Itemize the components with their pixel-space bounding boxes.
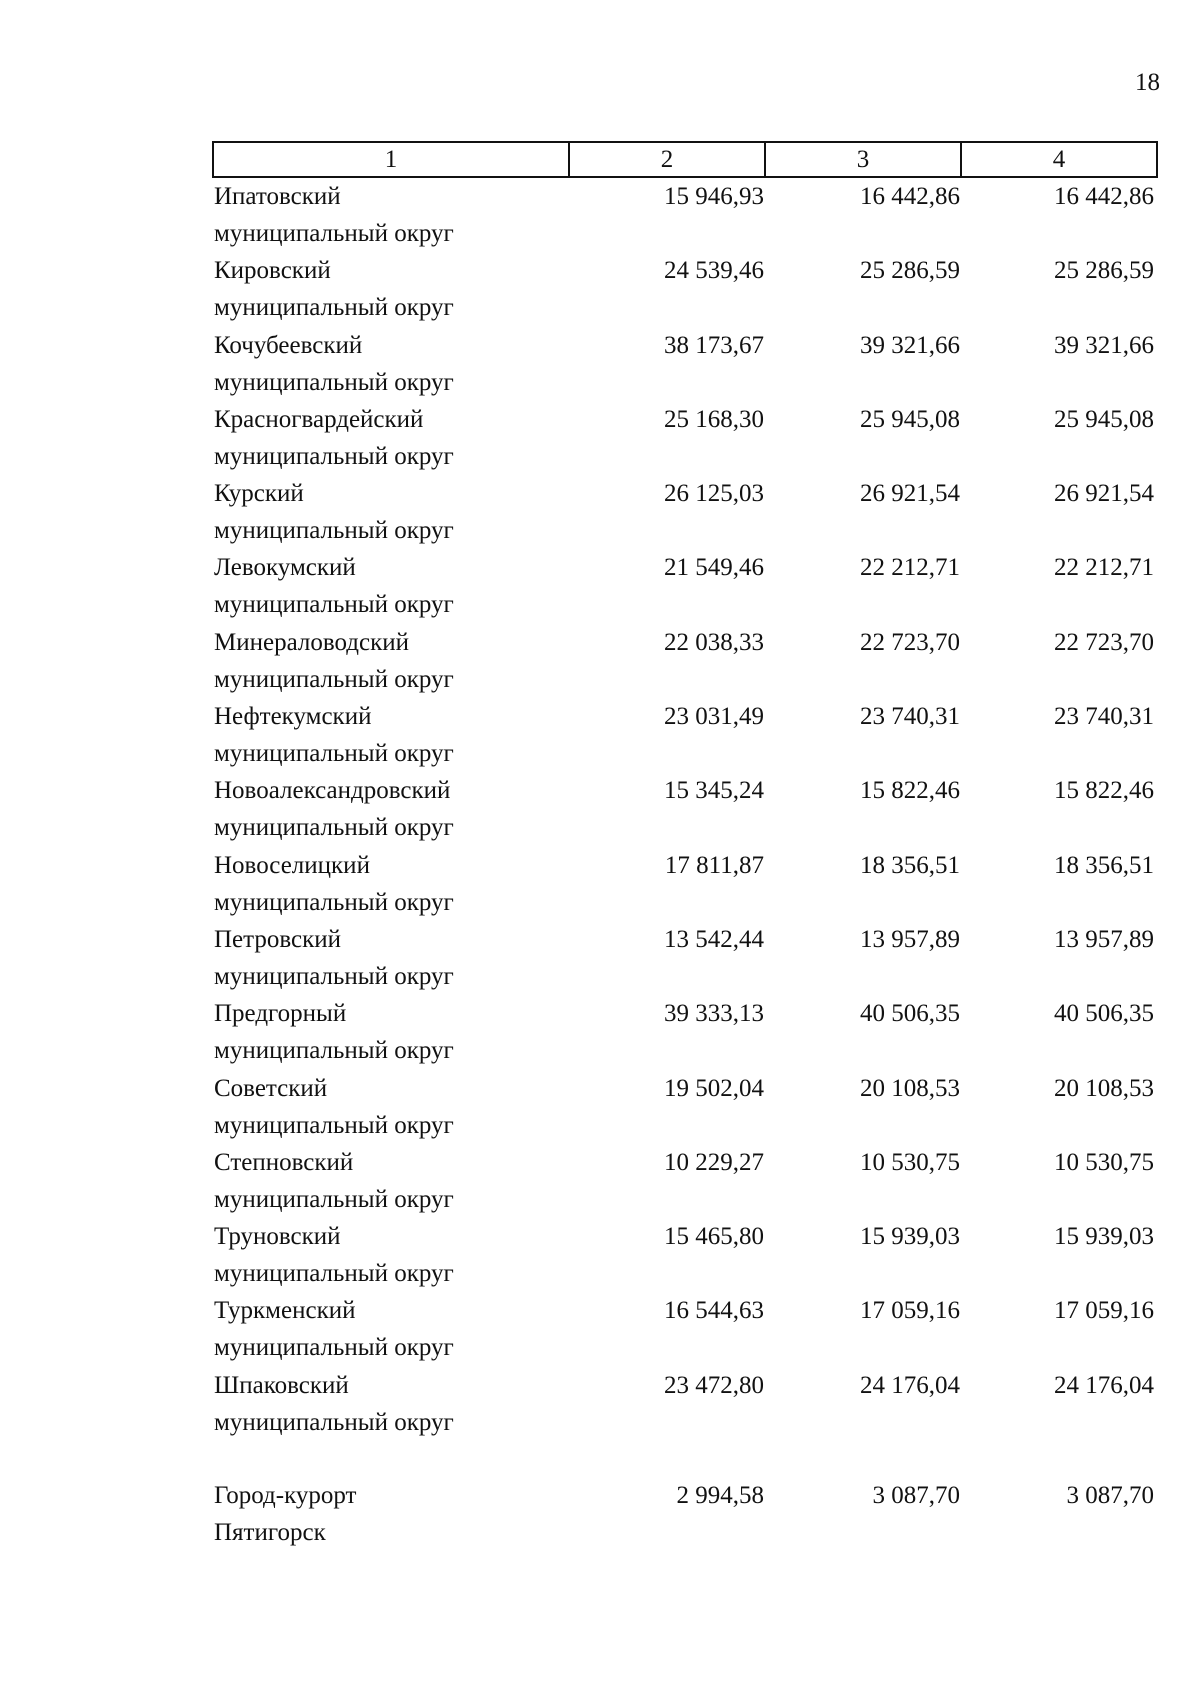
table-row	[212, 252, 1156, 326]
district-name	[214, 1477, 574, 1551]
district-name-line2: муниципальный округ	[214, 442, 454, 470]
district-name-line1: Новоалександровский	[214, 777, 451, 805]
value-col3: 20 108,53	[860, 1074, 960, 1102]
value-col4: 22 723,70	[1054, 628, 1154, 656]
value-col4: 22 212,71	[1054, 554, 1154, 582]
district-name	[214, 178, 574, 252]
district-name-line2: муниципальный округ	[214, 1334, 454, 1362]
district-name-line1: Ипатовский	[214, 183, 341, 210]
table-row	[212, 1292, 1156, 1366]
table-row	[212, 847, 1156, 921]
district-name	[214, 1218, 574, 1292]
district-name	[214, 327, 574, 401]
value-col4: 10 530,75	[1054, 1148, 1154, 1176]
district-name	[214, 1144, 574, 1218]
district-name-line2: муниципальный округ	[214, 1185, 454, 1213]
district-name-line2: муниципальный округ	[214, 962, 454, 990]
value-col2: 23 472,80	[664, 1371, 764, 1399]
value-col2: 21 549,46	[664, 554, 764, 582]
value-col4: 15 822,46	[1054, 777, 1154, 805]
district-name-line2: муниципальный округ	[214, 368, 454, 396]
district-name-line1: Труновский	[214, 1223, 341, 1251]
district-name-line1: Красногвардейский	[214, 405, 424, 433]
value-col3: 25 286,59	[860, 257, 960, 285]
value-col3: 17 059,16	[860, 1297, 960, 1325]
district-name-line1: Нефтекумский	[214, 703, 372, 731]
value-col2: 22 038,33	[664, 628, 764, 656]
value-col3: 40 506,35	[860, 1000, 960, 1028]
district-name-line1: Кочубеевский	[214, 331, 363, 359]
value-col2: 10 229,27	[664, 1148, 764, 1176]
district-name-line2: муниципальный округ	[214, 665, 454, 693]
table-row	[212, 1144, 1156, 1218]
district-name	[214, 772, 574, 846]
district-name-line2: муниципальный округ	[214, 220, 454, 247]
table-header	[212, 141, 1158, 178]
table-row	[212, 549, 1156, 623]
table-row	[212, 1070, 1156, 1144]
header-cell-3: 3	[765, 142, 961, 177]
value-col4: 26 921,54	[1054, 480, 1154, 508]
value-col4: 40 506,35	[1054, 1000, 1154, 1028]
value-col3: 26 921,54	[860, 480, 960, 508]
header-cell-1: 1	[213, 142, 569, 177]
district-name-line2: муниципальный округ	[214, 814, 454, 842]
table-row	[212, 624, 1156, 698]
value-col3: 22 723,70	[860, 628, 960, 656]
district-name	[214, 995, 574, 1069]
value-col2: 23 031,49	[664, 703, 764, 731]
district-name-line2: муниципальный округ	[214, 740, 454, 768]
district-name	[214, 1070, 574, 1144]
district-name-line1: Туркменский	[214, 1297, 356, 1325]
value-col2: 38 173,67	[664, 331, 764, 359]
district-name-line2: муниципальный округ	[214, 1111, 454, 1139]
district-name-line1: Петровский	[214, 925, 342, 953]
district-name	[214, 847, 574, 921]
table-row	[212, 698, 1156, 772]
value-col2: 39 333,13	[664, 1000, 764, 1028]
district-name	[214, 475, 574, 549]
district-name-line1: Минераловодский	[214, 628, 410, 656]
value-col3: 10 530,75	[860, 1148, 960, 1176]
value-col2: 16 544,63	[664, 1297, 764, 1325]
district-name-line1: Советский	[214, 1074, 328, 1102]
table-row	[212, 772, 1156, 846]
value-col3: 23 740,31	[860, 703, 960, 731]
value-col3: 13 957,89	[860, 925, 960, 953]
value-col3: 16 442,86	[860, 183, 960, 210]
header-cell-2: 2	[569, 142, 765, 177]
value-col4: 13 957,89	[1054, 925, 1154, 953]
table-row	[212, 1218, 1156, 1292]
value-col4: 18 356,51	[1054, 851, 1154, 879]
header-row	[213, 142, 1157, 177]
district-name	[214, 1292, 574, 1366]
district-name-line1: Кировский	[214, 257, 331, 285]
district-name-line1: Город-курорт	[214, 1482, 357, 1510]
district-name	[214, 549, 574, 623]
value-col4: 24 176,04	[1054, 1371, 1154, 1399]
value-col4: 17 059,16	[1054, 1297, 1154, 1325]
value-col4: 16 442,86	[1054, 183, 1154, 210]
value-col2: 19 502,04	[664, 1074, 764, 1102]
table-row	[212, 921, 1156, 995]
table-row	[212, 1477, 1156, 1551]
district-name-line2: муниципальный округ	[214, 888, 454, 916]
table-row	[212, 327, 1156, 401]
district-name-line1: Левокумский	[214, 554, 356, 582]
value-col2: 24 539,46	[664, 257, 764, 285]
district-name-line2: муниципальный округ	[214, 517, 454, 545]
value-col4: 39 321,66	[1054, 331, 1154, 359]
value-col3: 22 212,71	[860, 554, 960, 582]
value-col4: 15 939,03	[1054, 1223, 1154, 1251]
value-col3: 39 321,66	[860, 331, 960, 359]
district-name-line1: Предгорный	[214, 1000, 347, 1028]
table-row	[212, 475, 1156, 549]
value-col2: 15 345,24	[664, 777, 764, 805]
table-row	[212, 995, 1156, 1069]
value-col3: 25 945,08	[860, 405, 960, 433]
district-name	[214, 1367, 574, 1441]
district-name	[214, 698, 574, 772]
table-row	[212, 401, 1156, 475]
value-col4: 20 108,53	[1054, 1074, 1154, 1102]
value-col3: 15 822,46	[860, 777, 960, 805]
value-col2: 2 994,58	[676, 1482, 764, 1510]
value-col3: 3 087,70	[872, 1482, 960, 1510]
district-name	[214, 921, 574, 995]
district-name-line1: Курский	[214, 480, 304, 508]
value-col2: 17 811,87	[664, 851, 764, 879]
district-name	[214, 252, 574, 326]
district-name-line2: муниципальный округ	[214, 591, 454, 619]
page-number: 18	[1135, 69, 1160, 96]
value-col2: 15 465,80	[664, 1223, 764, 1251]
table-row	[212, 178, 1156, 252]
header-cell-4: 4	[961, 142, 1157, 177]
value-col2: 26 125,03	[664, 480, 764, 508]
value-col4: 25 286,59	[1054, 257, 1154, 285]
value-col2: 15 946,93	[664, 183, 764, 210]
value-col3: 24 176,04	[860, 1371, 960, 1399]
district-name-line2: муниципальный округ	[214, 294, 454, 322]
district-name	[214, 624, 574, 698]
value-col2: 13 542,44	[664, 925, 764, 953]
district-name-line1: Новоселицкий	[214, 851, 370, 879]
value-col4: 23 740,31	[1054, 703, 1154, 731]
value-col3: 18 356,51	[860, 851, 960, 879]
district-name-line2: муниципальный округ	[214, 1260, 454, 1288]
value-col2: 25 168,30	[664, 405, 764, 433]
district-name-line2: Пятигорск	[214, 1519, 326, 1547]
district-name-line2: муниципальный округ	[214, 1408, 454, 1436]
value-col3: 15 939,03	[860, 1223, 960, 1251]
table-body	[212, 178, 1156, 1551]
district-name-line2: муниципальный округ	[214, 1037, 454, 1065]
district-name-line1: Шпаковский	[214, 1371, 349, 1399]
value-col4: 3 087,70	[1066, 1482, 1154, 1510]
district-name	[214, 401, 574, 475]
value-col4: 25 945,08	[1054, 405, 1154, 433]
district-name-line1: Степновский	[214, 1148, 354, 1176]
table-row	[212, 1367, 1156, 1441]
